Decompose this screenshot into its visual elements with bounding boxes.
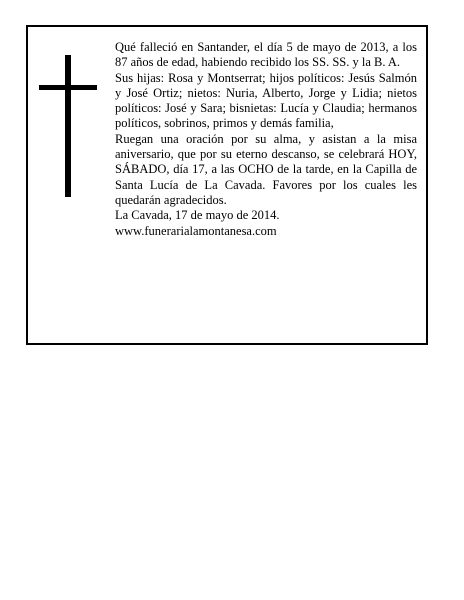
obituary-notice bbox=[26, 25, 428, 345]
notice-text bbox=[115, 40, 417, 239]
funeral-home-website: www.funerarialamontanesa.com bbox=[115, 223, 277, 238]
cross-horizontal-bar bbox=[39, 85, 97, 90]
death-announcement-paragraph: Qué falleció en Santander, el día 5 de mayo de 2013, a los 87 años de edad, habiendo recibido los SS. SS. y la B. A. bbox=[115, 40, 417, 70]
mass-invitation-paragraph: Ruegan una oración por su alma, y asistan a la misa aniversario, que por su eterno descanso, se celebrará HOY, SÁBADO, día 17, a las OCHO de la tarde, en la Capilla de Santa Lucía de La Cavada. Favores por los cuales les quedarán agradecidos. bbox=[115, 131, 417, 207]
place-date: La Cavada, 17 de mayo de 2014. bbox=[115, 208, 280, 223]
cross-vertical-bar bbox=[65, 55, 71, 197]
family-paragraph: Sus hijas: Rosa y Montserrat; hijos políticos: Jesús Salmón y José Ortiz; nietos: Nuria, Alberto, Jorge y Lidia; nietos políticos: José y Sara; bisnietas: Lucía y Claudia; hermanos políticos, sobrinos, primos y demás familia, bbox=[115, 70, 417, 131]
cross-icon bbox=[39, 55, 97, 197]
